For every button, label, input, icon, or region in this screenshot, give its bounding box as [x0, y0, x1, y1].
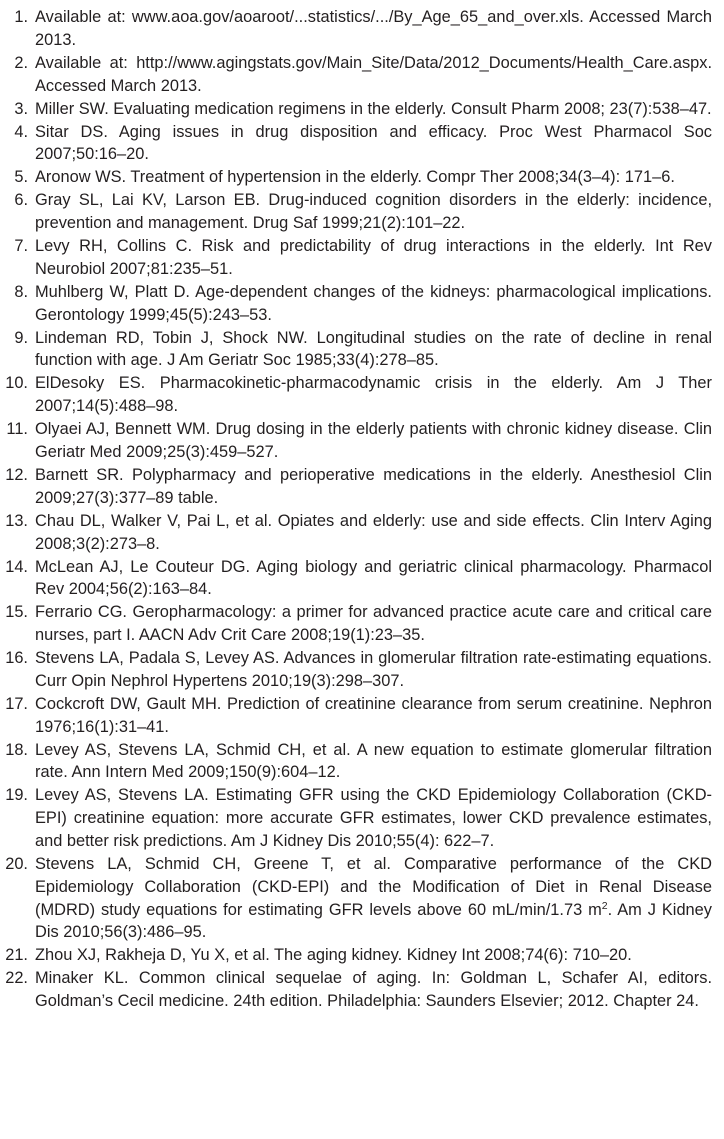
reference-text: Stevens LA, Padala S, Levey AS. Advances in glomerular filtration rate-estimating equations. Curr Opin Nephrol Hypertens 2010;19(3):298–307. — [35, 649, 712, 690]
reference-item — [2, 166, 712, 189]
reference-item — [2, 693, 712, 739]
reference-item — [2, 464, 712, 510]
reference-number: 2. — [14, 53, 28, 72]
reference-number: 5. — [14, 168, 28, 187]
reference-item — [2, 121, 712, 167]
reference-item — [2, 944, 712, 967]
reference-list — [2, 6, 712, 1013]
reference-text: Cockcroft DW, Gault MH. Prediction of creatinine clearance from serum creatinine. Nephron 1976;16(1):31–41. — [35, 694, 712, 736]
reference-number: 22. — [5, 969, 28, 988]
reference-text: Ferrario CG. Geropharmacology: a primer for advanced practice acute care and critical care nurses, part I. AACN Adv Crit Care 2008;19(1):23–35. — [35, 603, 712, 645]
reference-number: 7. — [14, 237, 28, 256]
reference-item — [2, 556, 712, 602]
reference-item — [2, 601, 712, 647]
reference-item — [2, 235, 712, 281]
reference-text: McLean AJ, Le Couteur DG. Aging biology and geriatric clinical pharmacology. Pharmacol Rev 2004;56(2):163–84. — [35, 557, 712, 599]
reference-number: 4. — [14, 122, 28, 141]
reference-text — [35, 855, 712, 941]
reference-item — [2, 327, 712, 373]
reference-item — [2, 6, 712, 52]
reference-item — [2, 418, 712, 464]
reference-text: Lindeman RD, Tobin J, Shock NW. Longitudinal studies on the rate of decline in renal function with age. J Am Geriatr Soc 1985;33(4):278–85. — [35, 328, 712, 370]
superscript-exponent: 2 — [601, 899, 608, 912]
reference-text: Zhou XJ, Rakheja D, Yu X, et al. The aging kidney. Kidney Int 2008;74(6): 710–20. — [35, 946, 632, 965]
reference-item — [2, 52, 712, 98]
reference-text: Levey AS, Stevens LA, Schmid CH, et al. A new equation to estimate glomerular filtration rate. Ann Intern Med 2009;150(9):604–12. — [35, 740, 712, 782]
reference-item — [2, 510, 712, 556]
reference-number: 19. — [5, 786, 28, 805]
reference-number: 18. — [5, 740, 28, 759]
reference-number: 13. — [5, 511, 28, 530]
reference-number: 9. — [14, 328, 28, 347]
reference-number: 20. — [5, 855, 28, 874]
reference-item — [2, 372, 712, 418]
reference-item — [2, 739, 712, 785]
reference-item — [2, 189, 712, 235]
reference-text-tail: . Am J Kidney Dis 2010;56(3):486–95. — [35, 900, 712, 942]
reference-number: 10. — [5, 374, 28, 393]
reference-number: 11. — [6, 420, 28, 439]
reference-text: Available at: www.aoa.gov/aoaroot/...statistics/.../By_Age_65_and_over.xls. Accessed March 2013. — [35, 8, 712, 49]
reference-text: Minaker KL. Common clinical sequelae of aging. In: Goldman L, Schafer AI, editors. Goldman’s Cecil medicine. 24th edition. Philadelphia: Saunders Elsevier; 2012. Chapter 24. — [35, 969, 712, 1011]
reference-item — [2, 784, 712, 852]
reference-item — [2, 647, 712, 693]
reference-text: ElDesoky ES. Pharmacokinetic-pharmacodynamic crisis in the elderly. Am J Ther 2007;14(5):488–98. — [35, 374, 712, 416]
reference-text: Barnett SR. Polypharmacy and perioperative medications in the elderly. Anesthesiol Clin 2009;27(3):377–89 table. — [35, 466, 712, 507]
reference-text: Aronow WS. Treatment of hypertension in the elderly. Compr Ther 2008;34(3–4): 171–6. — [35, 168, 675, 187]
reference-number: 1. — [14, 8, 28, 26]
reference-text-main: Stevens LA, Schmid CH, Greene T, et al. Comparative performance of the CKD Epidemiology Collaboration (CKD-EPI) and the Modification of Diet in Renal Disease (MDRD) study equations for estimating GFR levels above 60 mL/min/​1.73 m — [35, 855, 712, 919]
reference-text: Miller SW. Evaluating medication regimens in the elderly. Consult Pharm 2008; 23(7):538–47. — [35, 99, 712, 118]
reference-number: 16. — [5, 649, 28, 668]
reference-text: Muhlberg W, Platt D. Age-dependent changes of the kidneys: pharmacological implications. Gerontology 1999;45(5):243–53. — [35, 282, 712, 324]
reference-text: Gray SL, Lai KV, Larson EB. Drug-induced cognition disorders in the elderly: incidence, prevention and management. Drug Saf 1999;21(2):101–22. — [35, 191, 712, 233]
reference-text: Sitar DS. Aging issues in drug disposition and efficacy. Proc West Pharmacol Soc 2007;50:16–20. — [35, 122, 712, 164]
reference-item — [2, 967, 712, 1013]
reference-text: Levy RH, Collins C. Risk and predictability of drug interactions in the elderly. Int Rev Neurobiol 2007;81:235–51. — [35, 237, 712, 278]
reference-number: 6. — [14, 191, 28, 210]
reference-text: Chau DL, Walker V, Pai L, et al. Opiates and elderly: use and side effects. Clin Interv Aging 2008;3(2):273–8. — [35, 511, 712, 553]
reference-text: Available at: http://www.agingstats.gov/Main_Site/Data/2012_Documents/Health_​Care.aspx. Accessed March 2013. — [35, 53, 712, 95]
reference-text: Levey AS, Stevens LA. Estimating GFR using the CKD Epidemiology Collaboration (CKD-EPI) creatinine equation: more accurate GFR estimates, lower CKD prevalence estimates, and better risk predictions. Am J Kidney Dis 2010;55(4): 622–7. — [35, 786, 712, 851]
reference-number: 15. — [5, 603, 28, 622]
reference-number: 14. — [5, 557, 28, 576]
reference-number: 12. — [5, 466, 28, 484]
reference-text: Olyaei AJ, Bennett WM. Drug dosing in the elderly patients with chronic kidney disease. Clin Geriatr Med 2009;25(3):459–527. — [35, 420, 712, 462]
reference-item — [2, 853, 712, 944]
reference-number: 21. — [5, 946, 28, 965]
reference-number: 8. — [14, 282, 28, 301]
reference-number: 3. — [14, 99, 28, 118]
reference-item — [2, 281, 712, 327]
reference-number: 17. — [5, 694, 28, 713]
reference-item — [2, 98, 712, 121]
